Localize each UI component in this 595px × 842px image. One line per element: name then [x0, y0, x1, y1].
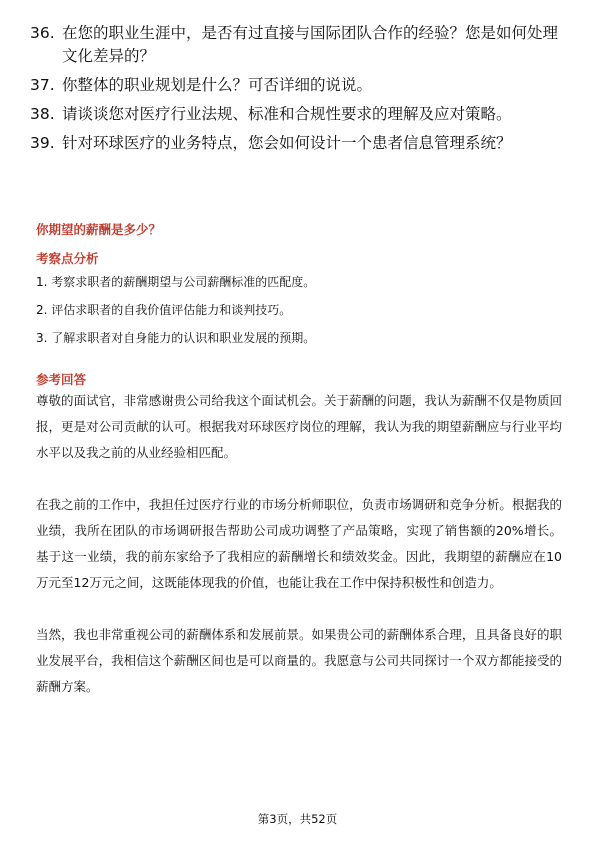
answer-body: [36, 388, 562, 726]
question-number: 37.: [30, 76, 55, 94]
page-number: 第3页，共52页: [257, 812, 338, 826]
question-text: 你整体的职业规划是什么？可否详细的说说。: [62, 76, 373, 94]
answer-paragraph: 当然，我也非常重视公司的薪酬体系和发展前景。如果贵公司的薪酬体系合理，且具备良好的职业发展平台，我相信这个薪酬区间也是可以商量的。我愿意与公司共同探讨一个双方都能接受的薪酬方案。: [36, 627, 562, 694]
question-list: [30, 22, 570, 161]
question-number: 39.: [30, 134, 55, 152]
question-item: [30, 132, 570, 155]
question-number: 36.: [30, 24, 55, 42]
analysis-title: 考察点分析: [36, 251, 99, 266]
question-text: 针对环球医疗的业务特点，您会如何设计一个患者信息管理系统？: [62, 134, 512, 152]
analysis-list: [36, 272, 566, 356]
question-heading: 你期望的薪酬是多少？: [36, 222, 162, 237]
question-item: [30, 103, 570, 126]
question-item: [30, 22, 570, 68]
answer-title: 参考回答: [36, 372, 87, 387]
list-item: 3. 了解求职者对自身能力的认识和职业发展的预期。: [36, 331, 316, 345]
question-text: 在您的职业生涯中，是否有过直接与国际团队合作的经验？您是如何处理文化差异的？: [62, 24, 559, 65]
list-item: 1. 考察求职者的薪酬期望与公司薪酬标准的匹配度。: [36, 275, 316, 289]
answer-paragraph: 尊敬的面试官，非常感谢贵公司给我这个面试机会。关于薪酬的问题，我认为薪酬不仅是物质回报，更是对公司贡献的认可。根据我对环球医疗岗位的理解，我认为我的期望薪酬应与行业平均水平以及我之前的从业经验相匹配。: [36, 393, 562, 460]
question-item: [30, 74, 570, 97]
list-item: 2. 评估求职者的自我价值评估能力和谈判技巧。: [36, 303, 292, 317]
question-text: 请谈谈您对医疗行业法规、标准和合规性要求的理解及应对策略。: [62, 105, 512, 123]
answer-paragraph: 在我之前的工作中，我担任过医疗行业的市场分析师职位，负责市场调研和竞争分析。根据我的业绩，我所在团队的市场调研报告帮助公司成功调整了产品策略，实现了销售额的20%增长。基于这一业绩，我的前东家给予了我相应的薪酬增长和绩效奖金。因此，我期望的薪酬应在10万元至12万元之间，这既能体现我的价值，也能让我在工作中保持积极性和创造力。: [36, 497, 562, 590]
question-number: 38.: [30, 105, 55, 123]
